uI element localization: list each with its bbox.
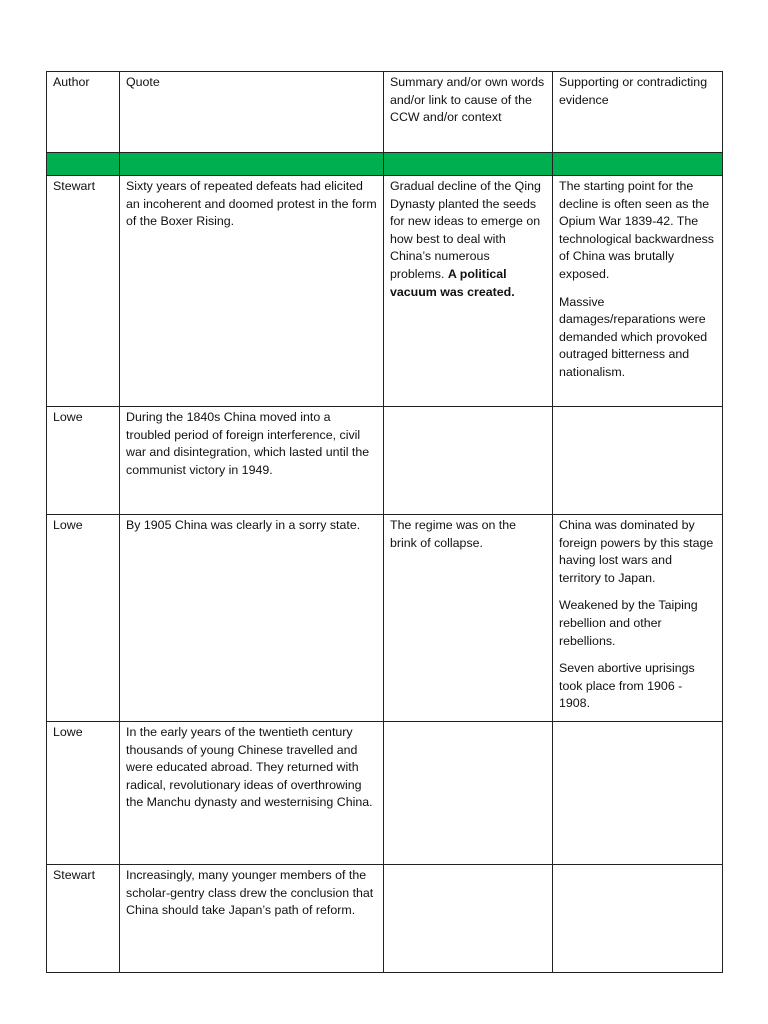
quote-cell: During the 1840s China moved into a troubled period of foreign interference, civil war and disintegration, which lasted until the communist victory in 1949. <box>120 407 384 515</box>
quote-cell: By 1905 China was clearly in a sorry state. <box>120 515 384 722</box>
evidence-paragraph: China was dominated by foreign powers by this stage having lost wars and territory to Japan. <box>559 518 714 585</box>
table-row <box>47 407 723 515</box>
summary-cell <box>384 722 553 865</box>
evidence-cell <box>553 176 723 407</box>
evidence-paragraph: The starting point for the decline is often seen as the Opium War 1839-42. The technological backwardness of China was brutally exposed. <box>559 179 714 281</box>
header-quote: Quote <box>120 72 384 153</box>
author-cell: Lowe <box>47 722 120 865</box>
author-cell: Stewart <box>47 865 120 973</box>
table-header-row <box>47 72 723 153</box>
green-cell <box>553 153 723 176</box>
author-cell: Lowe <box>47 515 120 722</box>
evidence-cell <box>553 722 723 865</box>
green-cell <box>120 153 384 176</box>
evidence-table <box>46 71 723 973</box>
table-row <box>47 515 723 722</box>
quote-cell: Sixty years of repeated defeats had elicited an incoherent and doomed protest in the form of the Boxer Rising. <box>120 176 384 407</box>
summary-cell <box>384 865 553 973</box>
evidence-cell <box>553 515 723 722</box>
green-cell <box>384 153 553 176</box>
author-cell: Stewart <box>47 176 120 407</box>
table-row <box>47 176 723 407</box>
author-cell: Lowe <box>47 407 120 515</box>
summary-cell <box>384 176 553 407</box>
header-evidence: Supporting or contradicting evidence <box>553 72 723 153</box>
evidence-cell <box>553 865 723 973</box>
header-summary: Summary and/or own words and/or link to cause of the CCW and/or context <box>384 72 553 153</box>
summary-cell <box>384 407 553 515</box>
summary-cell: The regime was on the brink of collapse. <box>384 515 553 722</box>
quote-cell: Increasingly, many younger members of the scholar-gentry class drew the conclusion that China should take Japan’s path of reform. <box>120 865 384 973</box>
evidence-paragraph: Weakened by the Taiping rebellion and other rebellions. <box>559 598 698 648</box>
summary-text: Gradual decline of the Qing Dynasty planted the seeds for new ideas to emerge on how best to deal with China’s numerous problems. <box>390 179 541 281</box>
table-row <box>47 722 723 865</box>
green-divider-row <box>47 153 723 176</box>
table-row <box>47 865 723 973</box>
quote-cell: In the early years of the twentieth century thousands of young Chinese travelled and were educated abroad. They returned with radical, revolutionary ideas of overthrowing the Manchu dynasty and westernising China. <box>120 722 384 865</box>
header-author: Author <box>47 72 120 153</box>
summary-bold-text: A political vacuum was created. <box>390 266 515 299</box>
evidence-paragraph: Massive damages/reparations were demanded which provoked outraged bitterness and nationalism. <box>559 294 708 379</box>
green-cell <box>47 153 120 176</box>
evidence-cell <box>553 407 723 515</box>
evidence-paragraph: Seven abortive uprisings took place from 1906 - 1908. <box>559 661 695 711</box>
